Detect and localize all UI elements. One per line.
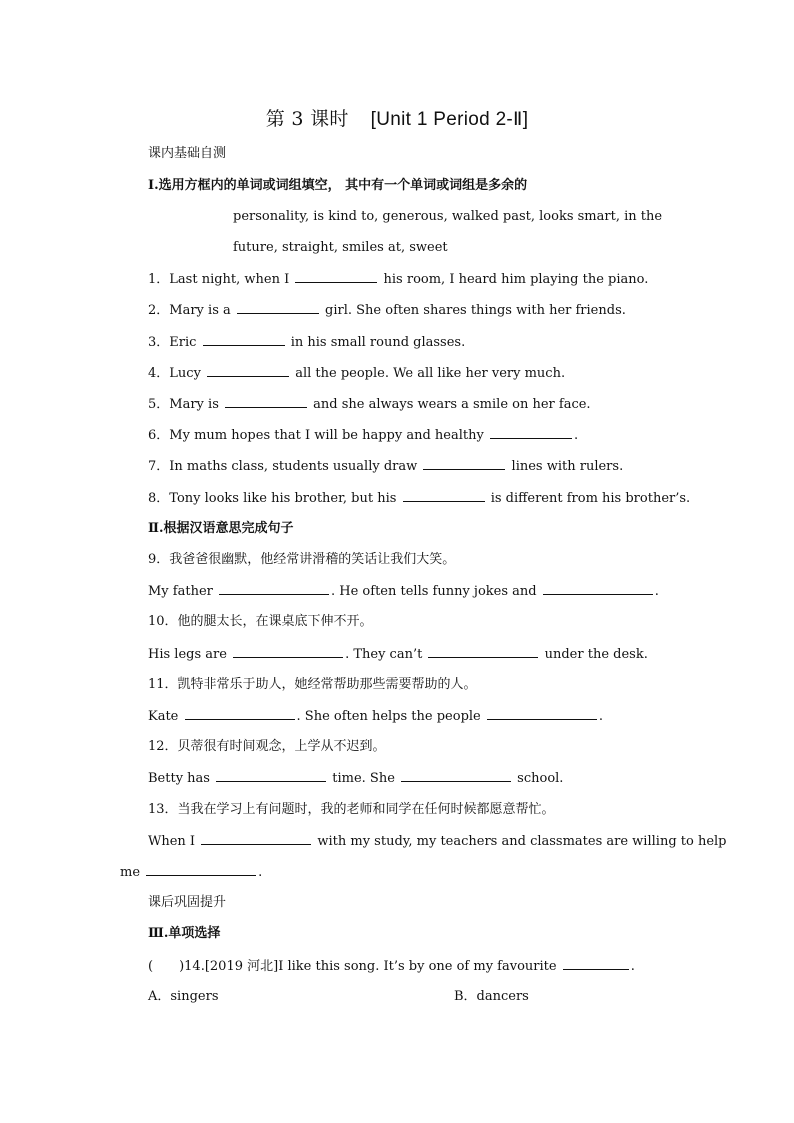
question-text: . [573, 428, 579, 443]
question-number: 5． [148, 397, 170, 412]
answer-blank[interactable] [237, 301, 319, 314]
question-text: his room, I heard him playing the piano. [383, 272, 649, 287]
answer-blank[interactable] [490, 426, 572, 439]
section-in-class-heading: 课内基础自测 [148, 146, 227, 161]
question-10-chinese: 10．他的腿太长，在课桌底下伸不开。 [148, 614, 373, 629]
question-number: 7． [148, 459, 170, 474]
question-text: Tony looks like his brother, but his [169, 491, 397, 506]
question-number: 4． [148, 366, 170, 381]
answer-blank[interactable] [543, 582, 653, 595]
question-8 [148, 489, 690, 508]
question-text: Lucy [169, 366, 201, 381]
answer-blank[interactable] [428, 645, 538, 658]
question-text: lines with rulers. [511, 459, 624, 474]
question-text: Betty has [148, 771, 210, 786]
question-text: . [630, 959, 635, 974]
answer-blank[interactable] [403, 489, 485, 502]
answer-blank[interactable] [423, 457, 505, 470]
question-text: . She often helps the people [296, 709, 481, 724]
part3-heading: Ⅲ.单项选择 [148, 926, 221, 941]
answer-blank[interactable] [216, 769, 326, 782]
question-11-english [148, 707, 603, 726]
question-text: under the desk. [544, 647, 648, 662]
question-text: in his small round glasses. [290, 335, 466, 350]
answer-blank[interactable] [146, 863, 256, 876]
question-14 [148, 957, 635, 976]
question-text: time. She [332, 771, 395, 786]
part1-heading: Ⅰ.选用方框内的单词或词组填空， 其中有一个单词或词组是多余的 [148, 178, 528, 193]
question-7 [148, 457, 623, 476]
question-text: Last night, when I [169, 272, 290, 287]
question-text: Eric [169, 335, 197, 350]
question-13-english-cont [120, 863, 262, 882]
question-11-chinese: 11．凯特非常乐于助人，她经常帮助那些需要帮助的人。 [148, 677, 477, 692]
question-number: 6． [148, 428, 170, 443]
question-text: school. [517, 771, 564, 786]
answer-blank[interactable] [203, 333, 285, 346]
question-text: with my study, my teachers and classmates are willing to help [317, 834, 727, 849]
question-14-options [148, 988, 608, 1006]
question-text: My father [148, 584, 213, 599]
question-3 [148, 333, 465, 352]
question-9-chinese: 9．我爸爸很幽默，他经常讲滑稽的笑话让我们大笑。 [148, 552, 456, 567]
answer-blank[interactable] [295, 270, 377, 283]
answer-blank[interactable] [563, 957, 629, 970]
answer-blank[interactable] [487, 707, 597, 720]
question-1 [148, 270, 648, 289]
option-a[interactable]: A．singers [148, 989, 219, 1004]
question-text: . He often tells funny jokes and [331, 584, 537, 599]
answer-blank[interactable] [219, 582, 329, 595]
word-box-line-1: personality, is kind to, generous, walked past, looks smart, in the [233, 209, 663, 224]
word-box-line-2: future, straight, smiles at, sweet [233, 240, 448, 255]
question-text: Kate [148, 709, 179, 724]
answer-blank[interactable] [201, 832, 311, 845]
question-number: 8． [148, 491, 170, 506]
question-text: all the people. We all like her very much. [295, 366, 566, 381]
question-10-english [148, 645, 648, 664]
question-12-english [148, 769, 563, 788]
answer-blank[interactable] [233, 645, 343, 658]
page-title [0, 104, 794, 131]
question-text: His legs are [148, 647, 227, 662]
question-number: 2． [148, 303, 170, 318]
question-text: . [654, 584, 659, 599]
question-text: My mum hopes that I will be happy and healthy [169, 428, 484, 443]
answer-blank[interactable] [225, 395, 307, 408]
question-13-english [148, 832, 727, 851]
section-after-class-heading: 课后巩固提升 [148, 895, 227, 910]
question-text: and she always wears a smile on her face. [313, 397, 591, 412]
question-text: is different from his brother’s. [490, 491, 691, 506]
option-b[interactable]: B．dancers [454, 989, 529, 1004]
question-2 [148, 301, 626, 320]
question-text: In maths class, students usually draw [169, 459, 418, 474]
question-text: . They can’t [345, 647, 423, 662]
question-number: 1． [148, 272, 170, 287]
question-text: . [598, 709, 604, 724]
question-5 [148, 395, 591, 414]
title-unit: [Unit 1 Period 2-Ⅱ] [370, 109, 529, 130]
question-13-chinese: 13．当我在学习上有问题时，我的老师和同学在任何时候都愿意帮忙。 [148, 802, 555, 817]
answer-blank[interactable] [185, 707, 295, 720]
answer-blank[interactable] [401, 769, 511, 782]
answer-parentheses[interactable]: ( ) [148, 959, 185, 974]
question-text: When I [148, 834, 196, 849]
question-text: me [120, 865, 141, 880]
question-text: Mary is [169, 397, 219, 412]
question-12-chinese: 12．贝蒂很有时间观念，上学从不迟到。 [148, 739, 386, 754]
question-text: . [258, 865, 263, 880]
question-number: 3． [148, 335, 170, 350]
question-9-english [148, 582, 659, 601]
question-text: Mary is a [169, 303, 231, 318]
part2-heading: Ⅱ.根据汉语意思完成句子 [148, 521, 294, 536]
question-4 [148, 364, 565, 383]
question-6 [148, 426, 578, 445]
answer-blank[interactable] [207, 364, 289, 377]
question-text: 14.[2019 河北]I like this song. It’s by one of my favourite [184, 959, 557, 974]
question-text: girl. She often shares things with her friends. [325, 303, 626, 318]
title-lesson: 第 3 课时 [265, 108, 349, 130]
